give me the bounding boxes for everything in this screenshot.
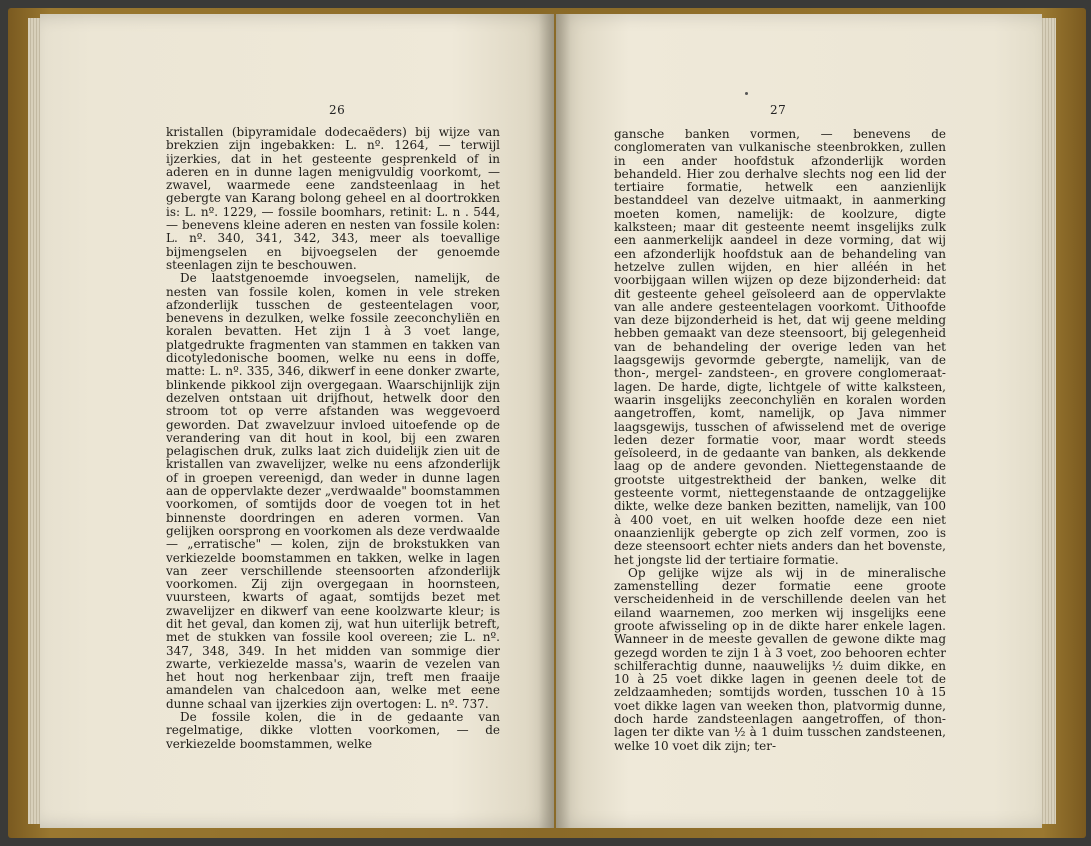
- right-page-body: [614, 128, 946, 753]
- left-paragraph: kristallen (bipyramidale dodecaëders) bij wijze van brekzien zijn ingebakken: L. nº. 1264, — terwijl ijzerkies, dat in het gesteente gesprenkeld of in aderen en in dunne lagen menigvuldig voorkomt, — zwavel, waarmede eene zandsteenlaag in het gebergte van Karang bolong geheel en al doortrokken is: L. nº. 1229, — fossile boomhars, retinit: L. n . 544, — benevens kleine aderen en nesten van fossile kolen: L. nº. 340, 341, 342, 343, meer als toevallige bijmengselen en bijvoegselen der genoemde steenlagen zijn te beschouwen.: [166, 125, 500, 272]
- left-page-number: 26: [329, 103, 346, 117]
- page-speck: [745, 92, 748, 95]
- left-paragraph: De fossile kolen, die in de gedaante van regelmatige, dikke vlotten voorkomen, — de verkiezelde boomstammen, welke: [166, 710, 500, 751]
- left-paragraph: De laatstgenoemde invoegselen, namelijk, de nesten van fossile kolen, komen in vele streken afzonderlijk tusschen de gesteentelagen voor, benevens in dezulken, welke fossile zeeconchyliën en koralen bevatten. Het zijn 1 à 3 voet lange, platgedrukte fragmenten van stammen en takken van dicotyledonische boomen, welke nu eens in doffe, matte: L. nº. 335, 346, dikwerf in eene donker zwarte, blinkende pikkool zijn overgegaan. Waarschijnlijk zijn dezelven ontstaan uit drijfhout, hetwelk door den stroom tot op verre afstanden was weggevoerd geworden. Dat zwavelzuur invloed uitoefende op de verandering van dit hout in kool, bij een zwaren pelagischen druk, zulks laat zich duidelijk zien uit de kristallen van zwavelijzer, welke nu eens afzonderlijk of in groepen vereenigd, dan weder in dunne lagen aan de oppervlakte dezer „verdwaalde" boomstammen voorkomen, of somtijds door de voegen tot in het binnenste doordringen en aderen vormen. Van gelijken oorsprong en voorkomen als deze verdwaalde — „erratische" — kolen, zijn de brokstukken van verkiezelde boomstammen en takken, welke in lagen van zeer verschillende steensoorten afzonderlijk voorkomen. Zij zijn overgegaan in hoornsteen, vuursteen, kwarts of agaat, somtijds bezet met zwavelijzer en dikwerf van eene koolzwarte kleur; is dit het geval, dan komen zij, wat hun uiterlijk betreft, met de stukken van fossile kool overeen; zie L. nº. 347, 348, 349. In het midden van sommige dier zwarte, verkiezelde massa's, waarin de vezelen van het hout nog herkenbaar zijn, treft men fraaije amandelen van chalcedoon aan, welke met eene dunne schaal van ijzerkies zijn overtogen: L. nº. 737.: [166, 271, 500, 711]
- right-paragraph: gansche banken vormen, — benevens de conglomeraten van vulkanische steenbrokken, zullen in een ander hoofdstuk afzonderlijk worden behandeld. Hier zou derhalve slechts nog een lid der tertiaire formatie, hetwelk een aanzienlijk bestanddeel van dezelve uitmaakt, in aanmerking moeten komen, namelijk: de koolzure, digte kalksteen; maar dit gesteente neemt insgelijks zulk een aanmerkelijk aandeel in deze vorming, dat wij een afzonderlijk hoofdstuk aan de behandeling van hetzelve zullen wijden, en hier alléén in het voorbijgaan willen wijzen op deze bijzonderheid: dat dit gesteente geheel geïsoleerd aan de oppervlakte van alle andere gesteentelagen voorkomt. Uithoofde van deze bijzonderheid is het, dat wij geene melding hebben gemaakt van deze steensoort, bij gelegenheid van de behandeling der overige leden van het laagsgewijs gevormde gebergte, namelijk, van de thon-, mergel- zandsteen-, en grovere conglomeraat-lagen. De harde, digte, lichtgele of witte kalksteen, waarin insgelijks zeeconchyliën en koralen worden aangetroffen, komt, namelijk, op Java nimmer laagsgewijs, tusschen of afwisselend met de overige leden dezer formatie voor, maar wordt steeds geïsoleerd, in de gedaante van banken, als dekkende laag op de andere gevonden. Niettegenstaande de grootste uitgestrektheid der banken, welke dit gesteente vormt, niettegenstaande de ontzaggelijke dikte, welke deze banken bezitten, namelijk, van 100 à 400 voet, en uit welken hoofde deze een niet onaanzienlijk gebergte op zich zelf vormen, zoo is deze steensoort echter niets anders dan het bovenste, het jongste lid der tertiaire formatie.: [614, 127, 946, 567]
- left-page-body: [166, 126, 500, 751]
- right-paragraph: Op gelijke wijze als wij in de mineralische zamenstelling dezer formatie eene groote verscheidenheid in de verschillende deelen van het eiland waarnemen, zoo merken wij insgelijks eene groote afwisseling op in de dikte harer enkele lagen. Wanneer in de meeste gevallen de gewone dikte mag gezegd worden te zijn 1 à 3 voet, zoo behooren echter schilferachtig dunne, naauwelijks ½ duim dikke, en 10 à 25 voet dikke lagen in geenen deele tot de zeldzaamheden; somtijds worden, tusschen 10 à 15 voet dikke lagen van weeken thon, platvormig dunne, doch harde zandsteenlagen aangetroffen, of thon-lagen ter dikte van ½ à 1 duim tusschen zandsteenen, welke 10 voet dik zijn; ter-: [614, 565, 946, 753]
- right-page-number: 27: [770, 103, 787, 117]
- page-edges-right: [1040, 18, 1056, 824]
